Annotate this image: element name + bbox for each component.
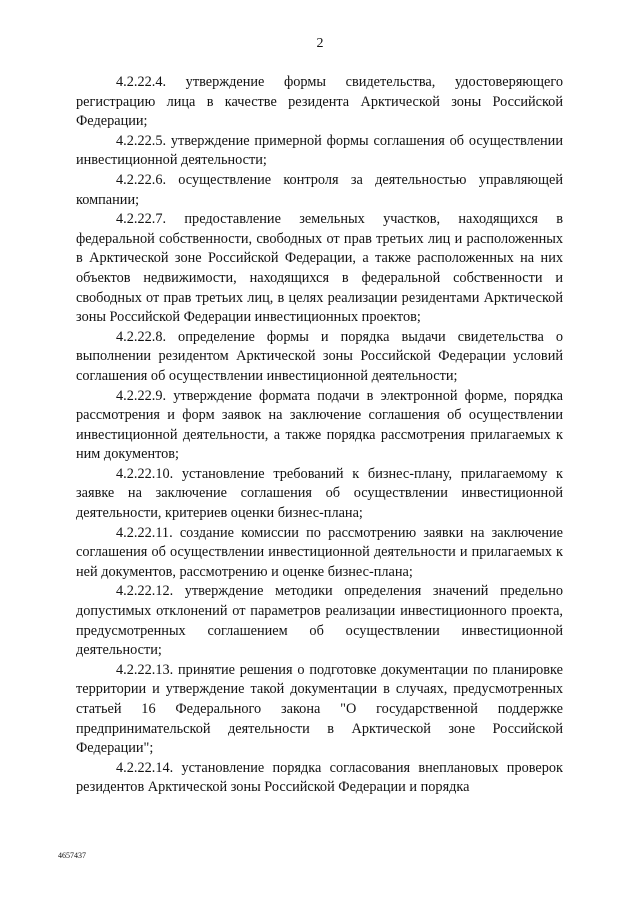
page-number: 2 (316, 36, 324, 51)
document-body (76, 73, 563, 798)
paragraph-4-2-22-8: 4.2.22.8. определение формы и порядка выдачи свидетельства о выполнении резидентом Арктической зоны Российской Федерации условий соглашения об осуществлении инвестиционной деятельности; (76, 328, 563, 384)
paragraph-4-2-22-11: 4.2.22.11. создание комиссии по рассмотрению заявки на заключение соглашения об осуществлении инвестиционной деятельности и прилагаемых к ней документов, рассмотрению и оценке бизнес-плана; (76, 524, 563, 580)
paragraph-4-2-22-12: 4.2.22.12. утверждение методики определения значений предельно допустимых отклонений от параметров реализации инвестиционного проекта, предусмотренных соглашением об осуществлении инвестиционной деятельности; (76, 583, 563, 659)
paragraph-4-2-22-9: 4.2.22.9. утверждение формата подачи в электронной форме, порядка рассмотрения и форм заявок на заключение соглашения об осуществлении инвестиционной деятельности, а также порядка рассмотрения прилагаемых к ним документов; (76, 387, 563, 463)
paragraph-4-2-22-13: 4.2.22.13. принятие решения о подготовке документации по планировке территории и утверждение такой документации в случаях, предусмотренных статьей 16 Федерального закона "О государственной поддержке предпринимательской деятельности в Арктической зоне Российской Федерации"; (76, 661, 563, 757)
paragraph-4-2-22-6: 4.2.22.6. осуществление контроля за деятельностью управляющей компании; (76, 171, 563, 208)
paragraph-4-2-22-14: 4.2.22.14. установление порядка согласования внеплановых проверок резидентов Арктической зоны Российской Федерации и порядка (76, 759, 563, 796)
paragraph-4-2-22-4: 4.2.22.4. утверждение формы свидетельства, удостоверяющего регистрацию лица в качестве резидента Арктической зоны Российской Федерации; (76, 74, 563, 130)
paragraph-4-2-22-7: 4.2.22.7. предоставление земельных участков, находящихся в федеральной собственности, свободных от прав третьих лиц и расположенных в Арктической зоне Российской Федерации, а также расположенных на них объектов недвижимости, находящихся в федеральной собственности и свободных от прав третьих лиц, в целях реализации резидентами Арктической зоны Российской Федерации инвестиционных проектов; (76, 211, 563, 326)
paragraph-4-2-22-10: 4.2.22.10. установление требований к бизнес-плану, прилагаемому к заявке на заключение соглашения об осуществлении инвестиционной деятельности, критериев оценки бизнес-плана; (76, 465, 563, 522)
document-code: 4657437 (58, 851, 86, 860)
paragraph-4-2-22-5: 4.2.22.5. утверждение примерной формы соглашения об осуществлении инвестиционной деятельности; (76, 132, 563, 169)
